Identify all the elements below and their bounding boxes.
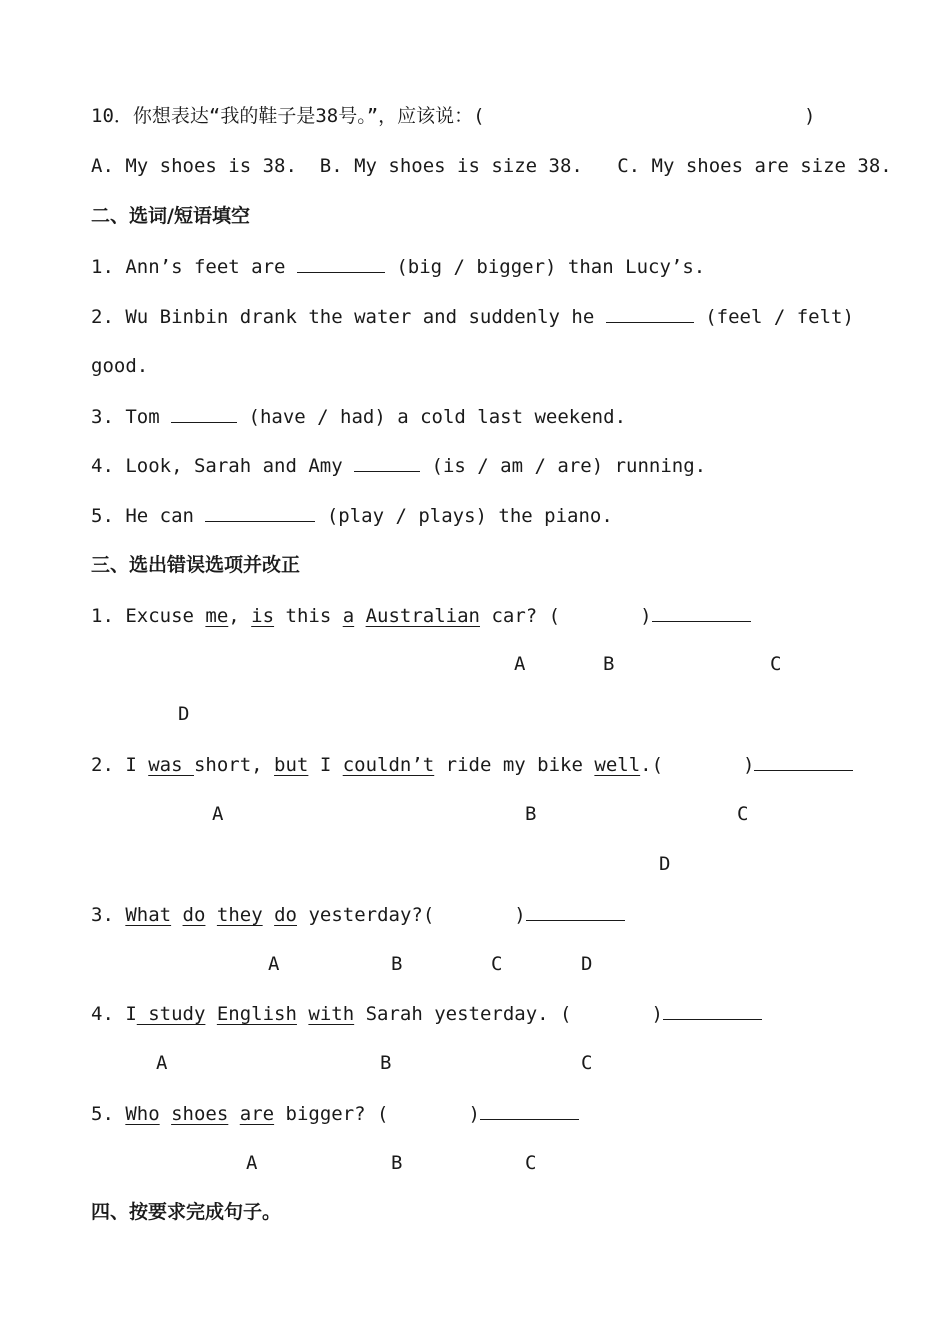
label-a: A [514,653,526,675]
label-b: B [525,803,537,825]
s2-item-1: 1. Ann’s feet are (big / bigger) than Lucy’s. [91,256,706,278]
answer-blank[interactable] [297,254,385,273]
label-a: A [156,1052,168,1074]
label-d: D [581,953,593,975]
option-a: me [205,605,229,627]
option-c: they [216,904,263,926]
option-c: a [342,605,355,627]
correction-blank[interactable] [480,1101,579,1120]
label-b: B [391,953,403,975]
label-c: C [491,953,503,975]
option-b: English [216,1003,297,1025]
label-c: C [581,1052,593,1074]
label-b: B [603,653,615,675]
correction-blank[interactable] [526,902,625,921]
section4-heading: 四、按要求完成句子。 [91,1201,282,1223]
s2-item-4: 4. Look, Sarah and Amy (is / am / are) running. [91,455,707,477]
q10-text: 10．你想表达“我的鞋子是38号。”，应该说：( [91,105,485,127]
option-b: is [251,605,275,627]
answer-blank[interactable] [171,404,237,423]
label-c: C [737,803,749,825]
option-a: What [125,904,172,926]
option-d: do [274,904,297,926]
label-a: A [212,803,224,825]
s2-item-3: 3. Tom (have / had) a cold last weekend. [91,406,627,428]
option-b: do [182,904,206,926]
label-a: A [268,953,280,975]
s3-q1: 1. Excuse me, is this a Australian car? ( ) [91,603,751,628]
label-d: D [659,853,671,875]
q10-question [91,104,816,128]
label-b: B [380,1052,392,1074]
correction-blank[interactable] [652,603,751,622]
option-c: couldn’t [342,754,435,776]
label-a: A [246,1152,258,1174]
s3-q5: 5. Who shoes are bigger? ( ) [91,1101,579,1126]
option-a: study [136,1003,206,1025]
correction-blank[interactable] [754,752,853,771]
answer-blank[interactable] [606,304,694,323]
label-b: B [391,1152,403,1174]
option-c: are [239,1103,275,1125]
option-b: but [274,754,309,776]
option-a: Who [125,1103,160,1125]
label-c: C [525,1152,537,1174]
label-c: C [770,653,782,675]
section3-heading: 三、选出错误选项并改正 [91,554,301,576]
option-a: was [148,754,194,776]
q10-options: A. My shoes is 38. B. My shoes is size 38. C. My shoes are size 38. [91,155,892,177]
s2-item-5: 5. He can (play / plays) the piano. [91,505,613,527]
section2-heading: 二、选词/短语填空 [91,205,250,227]
s3-q4: 4. I study English with Sarah yesterday. ( ) [91,1001,762,1026]
label-d: D [178,703,190,725]
answer-blank[interactable] [354,453,420,472]
correction-blank[interactable] [663,1001,762,1020]
option-d: Australian [365,605,480,627]
s2-item-2-cont: good. [91,355,149,377]
option-b: shoes [171,1103,229,1125]
option-d: well [594,754,641,776]
answer-blank[interactable] [205,503,315,522]
option-c: with [308,1003,355,1025]
s3-q3: 3. What do they do yesterday?( ) [91,902,625,927]
q10-close-paren: ) [804,105,816,127]
s2-item-2: 2. Wu Binbin drank the water and suddenly he (feel / felt) [91,306,854,328]
s3-q2: 2. I was short, but I couldn’t ride my bike well.( ) [91,752,853,777]
